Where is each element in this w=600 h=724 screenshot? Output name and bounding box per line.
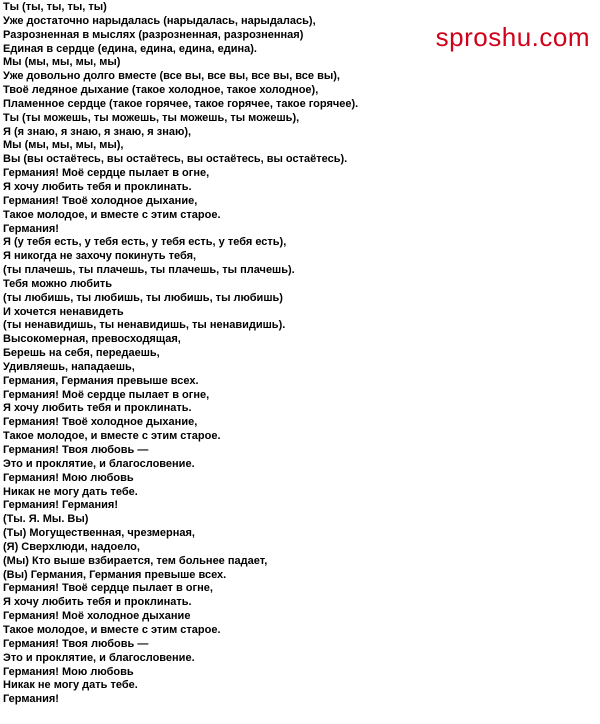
lyrics-text-block: [3, 1, 358, 707]
lyric-line: Германия! Германия!: [3, 499, 118, 512]
lyric-line: Уже довольно долго вместе (все вы, все вы, все вы, все вы),: [3, 70, 340, 83]
lyric-line: Германия! Твоё сердце пылает в огне,: [3, 582, 213, 595]
lyric-line: Я хочу любить тебя и проклинать.: [3, 402, 192, 415]
lyric-line: Единая в сердце (едина, едина, едина, едина).: [3, 42, 257, 55]
lyric-line: Я никогда не захочу покинуть тебя,: [3, 250, 197, 263]
lyric-line: Такое молодое, и вместе с этим старое.: [3, 208, 221, 221]
site-watermark: sproshu.com: [435, 22, 590, 52]
lyric-line: (ты ненавидишь, ты ненавидишь, ты ненавидишь).: [3, 319, 286, 332]
lyric-line: Никак не могу дать тебе.: [3, 679, 138, 692]
lyric-line: Уже достаточно нарыдалась (нарыдалась, нарыдалась),: [3, 14, 316, 27]
lyric-line: (ты любишь, ты любишь, ты любишь, ты любишь): [3, 291, 283, 304]
lyric-line: Германия! Твоё холодное дыхание,: [3, 194, 198, 207]
lyric-line: Ты (ты можешь, ты можешь, ты можешь, ты можешь),: [3, 111, 300, 124]
lyric-line: Германия, Германия превыше всех.: [3, 374, 199, 387]
lyric-line: Удивляешь, нападаешь,: [3, 360, 135, 373]
lyric-line: Я (я знаю, я знаю, я знаю, я знаю),: [3, 125, 192, 138]
lyric-line: Германия! Моё сердце пылает в огне,: [3, 388, 210, 401]
lyric-line: Высокомерная, превосходящая,: [3, 333, 181, 346]
lyric-line: Мы (мы, мы, мы, мы),: [3, 139, 124, 152]
lyric-line: Германия! Моё сердце пылает в огне,: [3, 167, 210, 180]
lyric-line: Берешь на себя, передаешь,: [3, 347, 160, 360]
lyric-line: Это и проклятие, и благословение.: [3, 457, 195, 470]
lyric-line: Германия! Мою любовь: [3, 471, 134, 484]
lyric-line: (Ты) Могущественная, чрезмерная,: [3, 527, 195, 540]
lyric-line: Германия!: [3, 222, 59, 235]
lyric-line: Германия! Твоя любовь —: [3, 637, 149, 650]
lyric-line: (Ты. Я. Мы. Вы): [3, 513, 89, 526]
lyric-line: (Вы) Германия, Германия превыше всех.: [3, 568, 227, 581]
lyric-line: Германия! Мою любовь: [3, 665, 134, 678]
lyric-line: Мы (мы, мы, мы, мы): [3, 56, 121, 69]
lyric-line: Германия! Моё холодное дыхание: [3, 610, 191, 623]
lyric-line: (Мы) Кто выше взбирается, тем больнее падает,: [3, 554, 268, 567]
lyric-line: Такое молодое, и вместе с этим старое.: [3, 430, 221, 443]
lyric-line: Я хочу любить тебя и проклинать.: [3, 596, 192, 609]
lyric-line: Такое молодое, и вместе с этим старое.: [3, 623, 221, 636]
lyric-line: Тебя можно любить: [3, 277, 112, 290]
lyric-line: Вы (вы остаётесь, вы остаётесь, вы остаётесь, вы остаётесь).: [3, 153, 348, 166]
lyric-line: Германия!: [3, 693, 59, 706]
lyric-line: Твоё ледяное дыхание (такое холодное, такое холодное),: [3, 84, 319, 97]
lyric-line: Ты (ты, ты, ты, ты): [3, 1, 107, 13]
lyric-line: Никак не могу дать тебе.: [3, 485, 138, 498]
lyric-line: Это и проклятие, и благословение.: [3, 651, 195, 664]
lyric-line: Я (у тебя есть, у тебя есть, у тебя есть, у тебя есть),: [3, 236, 287, 249]
lyric-line: Пламенное сердце (такое горячее, такое горячее, такое горячее).: [3, 97, 359, 110]
lyric-line: Германия! Твоя любовь —: [3, 444, 149, 456]
lyric-line: (Я) Сверхлюди, надоело,: [3, 540, 140, 553]
lyric-line: Я хочу любить тебя и проклинать.: [3, 180, 192, 193]
lyric-line: Германия! Твоё холодное дыхание,: [3, 416, 198, 429]
lyric-line: Разрозненная в мыслях (разрозненная, разрозненная): [3, 28, 304, 41]
lyric-line: И хочется ненавидеть: [3, 305, 124, 318]
lyric-line: (ты плачешь, ты плачешь, ты плачешь, ты плачешь).: [3, 264, 295, 277]
